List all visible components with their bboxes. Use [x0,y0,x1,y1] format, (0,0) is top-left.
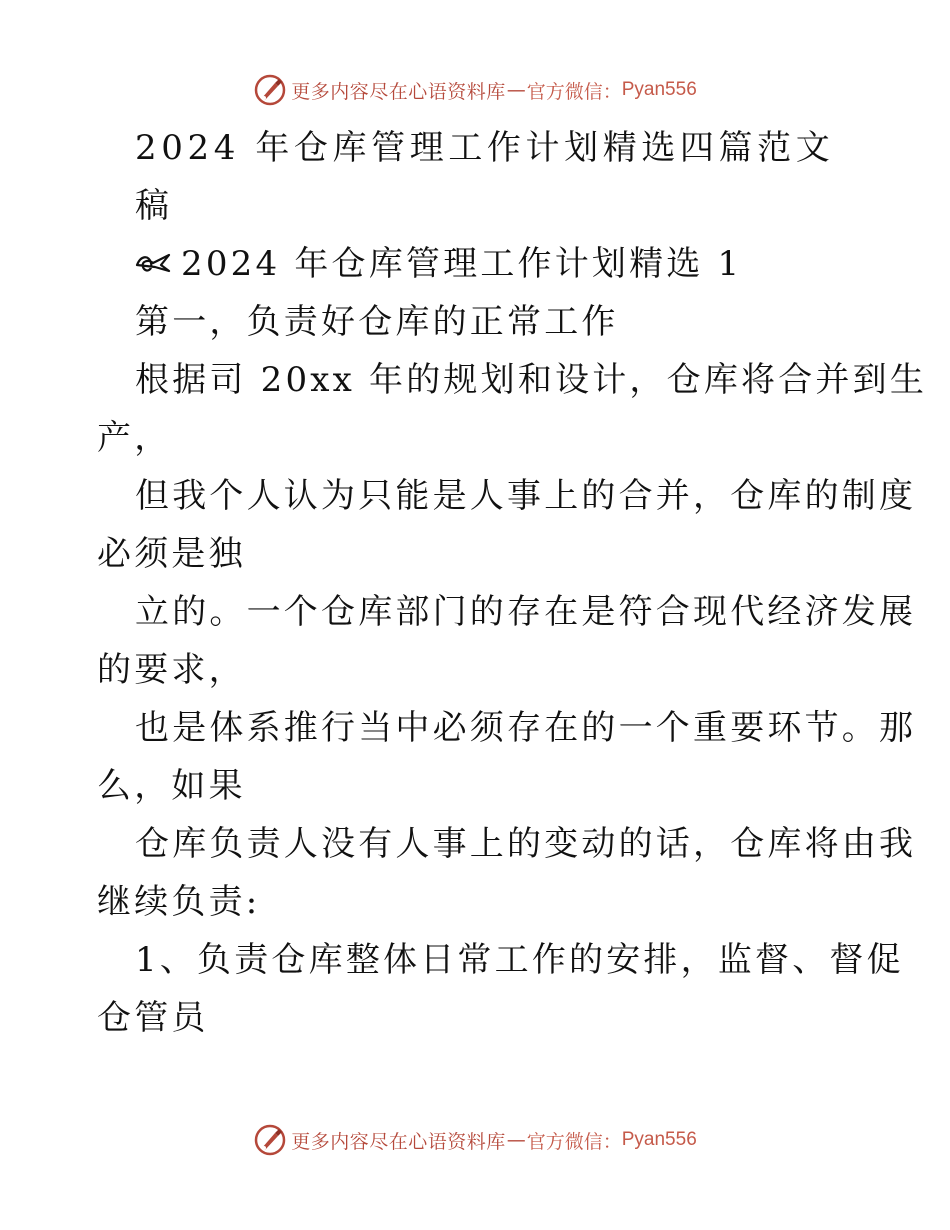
document-title-line-2: 稿 [135,186,174,226]
header-banner [0,70,950,110]
document-body [97,119,928,1047]
banner-dash: — [506,79,526,101]
section-heading-text: 2024 年仓库管理工作计划精选 1 [181,244,743,284]
paragraph-line-3: 产， [97,418,172,458]
paragraph-line-8: 也是体系推行当中必须存在的一个重要环节。那 [135,708,917,748]
paragraph-line-4: 但我个人认为只能是人事上的合并，仓库的制度 [135,476,917,516]
paragraph-line-6: 立的。一个仓库部门的存在是符合现代经济发展 [135,592,917,632]
banner-wechat-label: 官方微信： [526,1130,622,1153]
paragraph-line-11: 继续负责: [97,882,261,922]
paragraph-line-7: 的要求， [97,650,246,690]
paragraph-line-5: 必须是独 [97,534,246,574]
paragraph-line-9: 么，如果 [97,766,246,806]
banner-dash: — [506,1129,526,1151]
document-title-line-1: 2024 年仓库管理工作计划精选四篇范文 [135,128,835,168]
banner-slogan: 更多内容尽在心语资料库 [291,1130,506,1153]
paragraph-line-12: 1、负责仓库整体日常工作的安排，监督、督促 [135,940,904,980]
banner-wechat-label: 官方微信： [526,80,622,103]
paragraph-line-13: 仓管员 [97,998,209,1038]
banner-wechat-handle: Pyan556 [621,79,697,100]
footer-banner [0,1120,950,1160]
section-heading [97,235,867,293]
paragraph-line-1: 第一，负责好仓库的正常工作 [135,302,619,342]
pen-logo-icon [253,1123,287,1157]
pen-logo-icon [253,73,287,107]
banner-slogan: 更多内容尽在心语资料库 [291,80,506,103]
paragraph-line-10: 仓库负责人没有人事上的变动的话，仓库将由我 [135,824,917,864]
fleuron-ornament-icon [135,251,171,275]
paragraph-line-2: 根据司 20xx 年的规划和设计，仓库将合并到生 [135,360,928,400]
banner-wechat-handle: Pyan556 [621,1129,697,1150]
